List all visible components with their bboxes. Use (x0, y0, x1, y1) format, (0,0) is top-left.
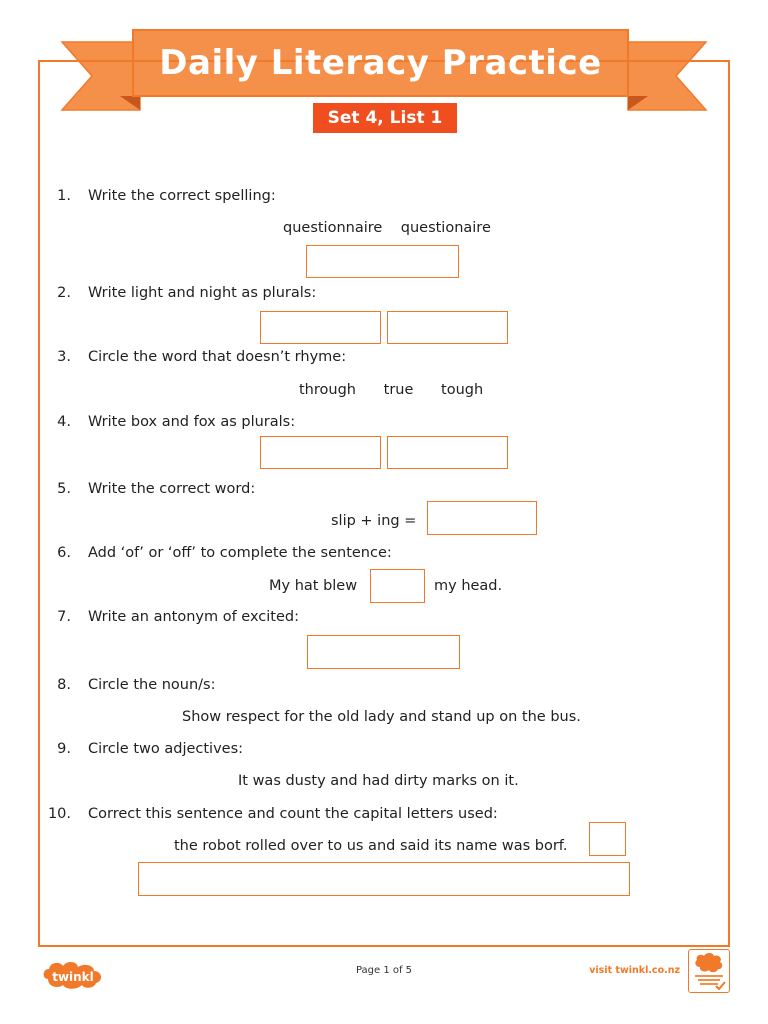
word-equation: slip + ing = (331, 513, 417, 529)
answer-box-foxes[interactable] (387, 436, 508, 469)
answer-box-nights[interactable] (387, 311, 508, 344)
noun-sentence: Show respect for the old lady and stand up on the bus. (182, 709, 581, 725)
question-number: 3. (57, 349, 71, 365)
quality-badge-icon (688, 949, 730, 993)
capital-count-box[interactable] (589, 822, 626, 856)
sentence-end: my head. (434, 578, 503, 594)
question-text: Write light and night as plurals: (88, 285, 317, 301)
question-number: 4. (57, 414, 71, 430)
sentence-to-correct: the robot rolled over to us and said its name was borf. (174, 838, 568, 854)
sentence-start: My hat blew (269, 578, 358, 594)
adjective-sentence: It was dusty and had dirty marks on it. (238, 773, 519, 789)
answer-box-lights[interactable] (260, 311, 381, 344)
question-text: Circle the word that doesn’t rhyme: (88, 349, 347, 365)
question-number: 10. (47, 806, 71, 822)
question-number: 7. (57, 609, 71, 625)
page-number: Page 1 of 5 (355, 965, 413, 976)
question-text: Circle two adjectives: (88, 741, 244, 757)
question-text: Write box and fox as plurals: (88, 414, 296, 430)
answer-box-spelling[interactable] (306, 245, 459, 278)
question-text: Circle the noun/s: (88, 677, 216, 693)
question-text: Add ‘of’ or ‘off’ to complete the sentence: (88, 545, 392, 561)
spelling-options: questionnaire questionaire (283, 220, 491, 236)
svg-text:twinkl: twinkl (52, 970, 94, 984)
set-label: Set 4, List 1 (313, 103, 457, 133)
question-number: 6. (57, 545, 71, 561)
page-title: Daily Literacy Practice (159, 43, 602, 83)
answer-box-boxes[interactable] (260, 436, 381, 469)
footer-divider (38, 945, 730, 947)
website-link[interactable]: visit twinkl.co.nz (589, 965, 680, 976)
question-number: 1. (57, 188, 71, 204)
question-text: Write the correct spelling: (88, 188, 276, 204)
answer-box-corrected-sentence[interactable] (138, 862, 630, 896)
question-number: 9. (57, 741, 71, 757)
rhyme-words: through true tough (299, 382, 484, 398)
question-number: 8. (57, 677, 71, 693)
question-text: Write an antonym of excited: (88, 609, 299, 625)
answer-box-of-off[interactable] (370, 569, 425, 603)
question-number: 5. (57, 481, 71, 497)
answer-box-word[interactable] (427, 501, 537, 535)
question-text: Correct this sentence and count the capital letters used: (88, 806, 498, 822)
question-number: 2. (57, 285, 71, 301)
question-text: Write the correct word: (88, 481, 256, 497)
footer (38, 955, 730, 1005)
answer-box-antonym[interactable] (307, 635, 460, 669)
